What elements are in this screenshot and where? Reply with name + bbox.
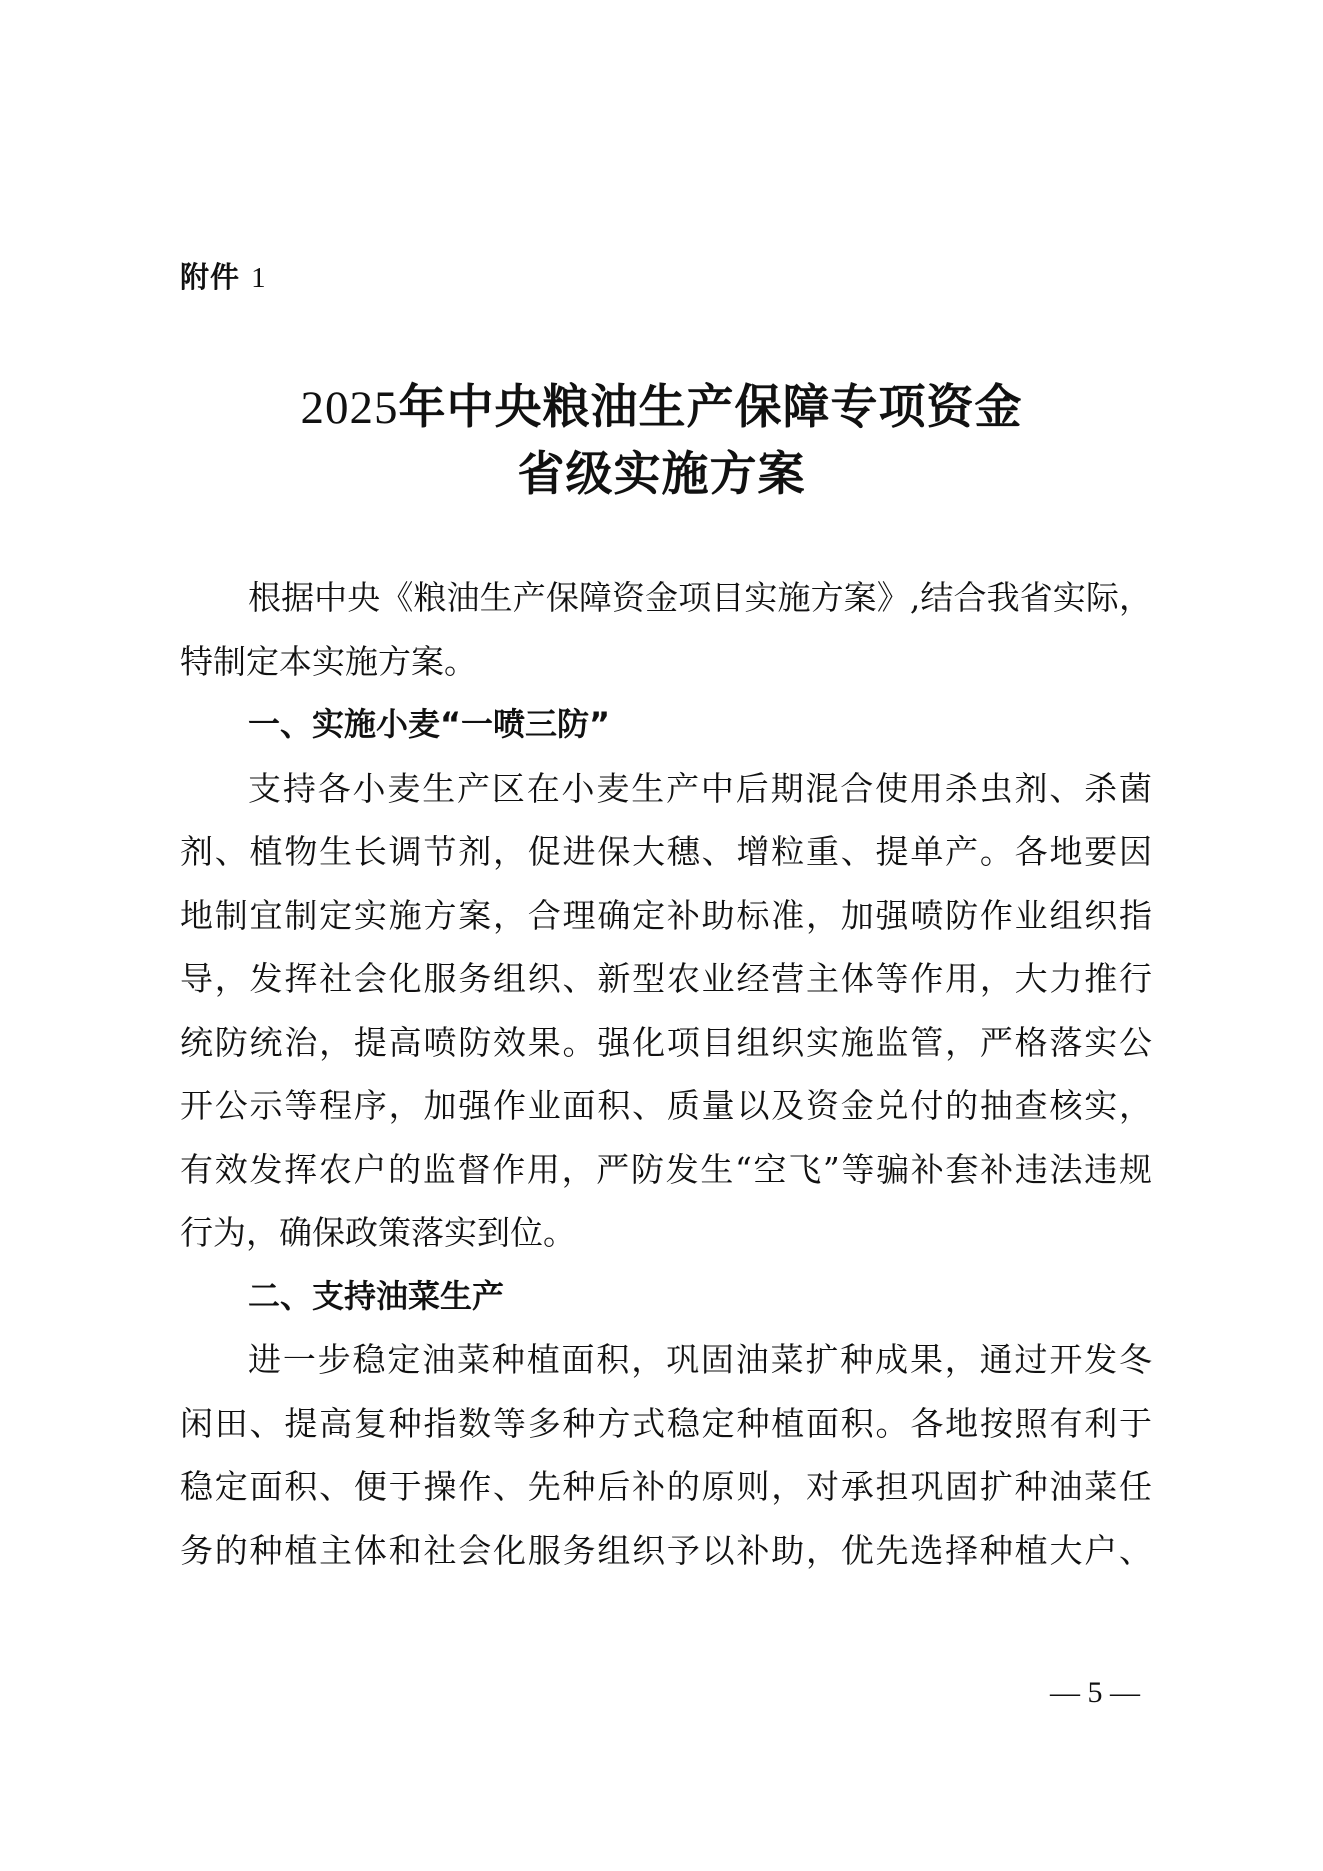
section-1-line: 地制宜制定实施方案，合理确定补助标准，加强喷防作业组织指 <box>180 895 1152 935</box>
attachment-label-text: 附件 <box>180 260 241 294</box>
section-1-line: 剂、植物生长调节剂，促进保大穗、增粒重、提单产。各地要因 <box>180 832 1152 871</box>
section-2-line: 闲田、提高复种指数等多种方式稳定种植面积。各地按照有利于 <box>180 1403 1152 1443</box>
document-body <box>180 566 1152 1582</box>
document-title-line-1 <box>0 370 1323 437</box>
section-2-heading: 二、支持油菜生产 <box>248 1276 505 1315</box>
attachment-label <box>180 255 267 296</box>
section-2-line: 稳定面积、便于操作、先种后补的原则，对承担巩固扩种油菜任 <box>180 1467 1152 1506</box>
section-1-line: 统防统治，提高喷防效果。强化项目组织实施监管，严格落实公 <box>180 1022 1152 1062</box>
intro-line-2: 特制定本实施方案。 <box>180 641 477 681</box>
intro-line-1: 根据中央《粮油生产保障资金项目实施方案》,结合我省实际， <box>248 578 1152 617</box>
section-1-line: 开公示等程序，加强作业面积、质量以及资金兑付的抽查核实， <box>180 1086 1152 1125</box>
section-2-line: 进一步稳定油菜种植面积，巩固油菜扩种成果，通过开发冬 <box>248 1340 1152 1379</box>
attachment-number: 1 <box>251 262 267 294</box>
section-1-line: 行为，确保政策落实到位。 <box>180 1213 576 1252</box>
section-2-line: 务的种植主体和社会化服务组织予以补助，优先选择种植大户、 <box>180 1530 1152 1570</box>
document-title-line-2: 省级实施方案 <box>517 447 806 502</box>
title-year: 2025 <box>300 382 399 434</box>
title-line-1-text: 年中央粮油生产保障专项资金 <box>398 380 1023 435</box>
section-1-line: 有效发挥农户的监督作用，严防发生“空飞”等骗补套补违法违规 <box>180 1149 1152 1189</box>
section-1-line: 支持各小麦生产区在小麦生产中后期混合使用杀虫剂、杀菌 <box>248 768 1152 808</box>
section-1-heading: 一、实施小麦“一喷三防” <box>248 705 611 743</box>
page-number: — 5 — <box>1050 1676 1140 1709</box>
section-1-line: 导，发挥社会化服务组织、新型农业经营主体等作用，大力推行 <box>180 959 1152 998</box>
